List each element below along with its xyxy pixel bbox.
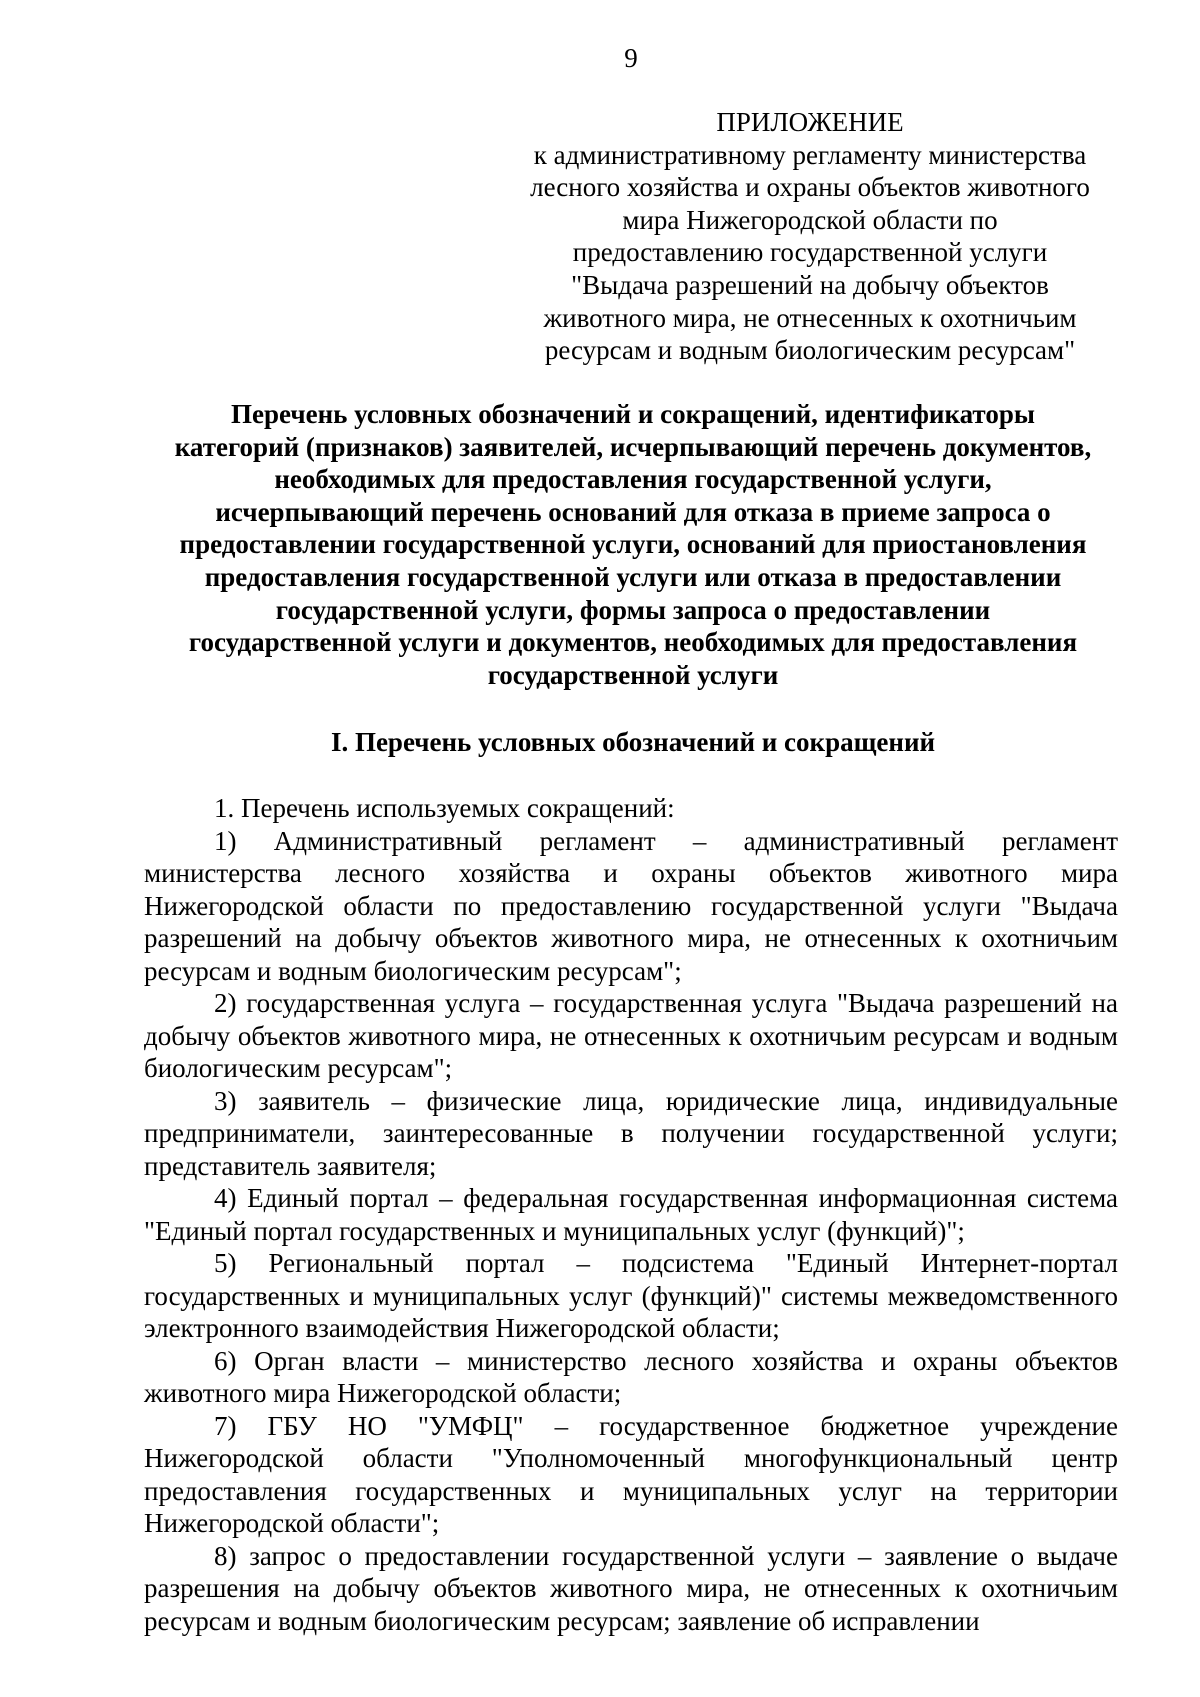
title-line: государственной услуги, формы запроса о предоставлении [275,594,991,625]
appendix-line: лесного хозяйства и охраны объектов животного [530,172,1090,203]
page-number: 9 [624,43,638,73]
title-line: предоставления государственной услуги или отказа в предоставлении [204,561,1062,592]
paragraph: 1. Перечень используемых сокращений: [214,793,675,823]
appendix-line: предоставлению государственной услуги [572,237,1048,268]
document-title [138,398,1128,691]
title-line: категорий (признаков) заявителей, исчерпывающий перечень документов, [174,431,1092,462]
paragraph: 7) ГБУ НО "УМФЦ" – государственное бюджетное учреждение Нижегородской области "Уполномоченный многофункциональный центр предоставления государственных и муниципальных услуг на территории Нижегородской области"; [144,1410,1118,1538]
appendix-title: ПРИЛОЖЕНИЕ [716,107,904,137]
title-line: необходимых для предоставления государственной услуги, [274,464,992,495]
appendix-line: животного мира, не отнесенных к охотничьим [543,302,1077,333]
appendix-line: мира Нижегородской области по [622,204,998,235]
title-line: государственной услуги [487,659,779,690]
appendix-line: ресурсам и водным биологическим ресурсам" [544,335,1076,366]
title-line: предоставлении государственной услуги, оснований для приостановления [179,529,1087,560]
paragraph: 5) Региональный портал – подсистема "Единый Интернет-портал государственных и муниципальных услуг (функций)" системы межведомственного электронного взаимодействия Нижегородской области; [144,1248,1118,1343]
title-line: государственной услуги и документов, необходимых для предоставления [188,627,1078,658]
paragraph: 2) государственная услуга – государственная услуга "Выдача разрешений на добычу объектов животного мира, не отнесенных к охотничьим ресурсам и водным биологическим ресурсам"; [144,988,1118,1083]
title-line: исчерпывающий перечень оснований для отказа в приеме запроса о [215,496,1051,527]
paragraph: 4) Единый портал – федеральная государственная информационная система "Единый портал государственных и муниципальных услуг (функций)"; [144,1183,1118,1246]
section-heading: I. Перечень условных обозначений и сокращений [330,727,936,757]
appendix-line: "Выдача разрешений на добычу объектов [571,269,1049,300]
appendix-header [515,106,1105,367]
paragraph: 6) Орган власти – министерство лесного хозяйства и охраны объектов животного мира Нижегородской области; [144,1345,1118,1408]
title-line: Перечень условных обозначений и сокращений, идентификаторы [231,399,1035,429]
paragraph: 8) запрос о предоставлении государственной услуги – заявление о выдаче разрешения на добычу объектов животного мира, не отнесенных к охотничьим ресурсам и водным биологическим ресурсам; заявление об исправлении [144,1540,1118,1636]
appendix-line: к административному регламенту министерства [533,139,1087,170]
section-body [144,792,1118,1637]
paragraph: 1) Административный регламент – административный регламент министерства лесного хозяйства и охраны объектов животного мира Нижегородской области по предоставлению государственной услуги "Выдача разрешений на добычу объектов животного мира, не отнесенных к охотничьим ресурсам и водным биологическим ресурсам"; [144,825,1118,986]
paragraph: 3) заявитель – физические лица, юридические лица, индивидуальные предприниматели, заинтересованные в получении государственной услуги; представитель заявителя; [144,1085,1118,1181]
